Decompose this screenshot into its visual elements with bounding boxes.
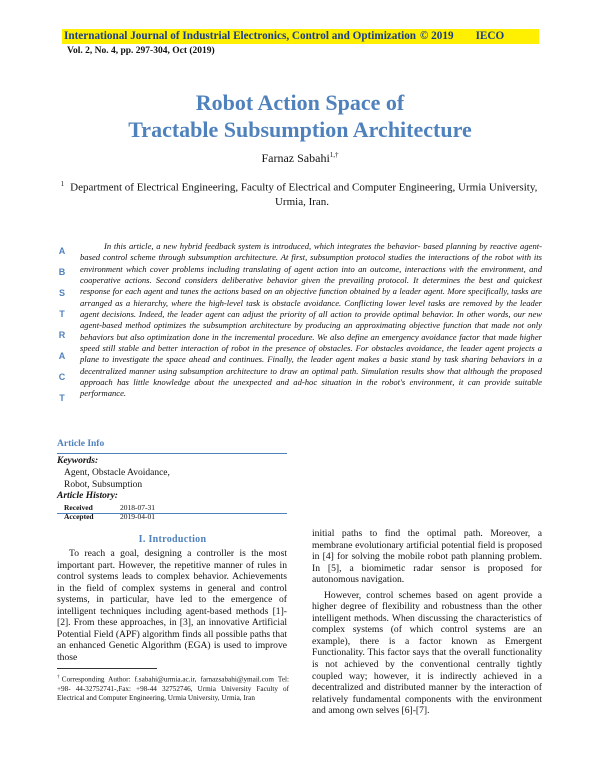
footnote — [57, 673, 289, 703]
journal-name: International Journal of Industrial Electronics, Control and Optimization — [64, 30, 417, 42]
abstract-letter: T — [59, 309, 65, 319]
author-name: Farnaz Sabahi — [261, 151, 330, 165]
article-info-title: Article Info — [57, 439, 105, 449]
keywords-line: Robot, Subsumption — [64, 480, 143, 490]
intro-left-column: To reach a goal, designing a controller is the most important part. However, the repetitive manner of rules in control systems leads to complex behavior. Achievements in the field of complex systems in general and control systems, in particular, have led to the emergence of intelligent techniques including agent-based methods [1]-[2]. From these approaches, in [3], an innovative Artificial Potential Field (APF) algorithm finds all possible paths that an enhanced Genetic Algorithm (EGA) is used to improve those — [57, 548, 287, 663]
abstract-side-label — [55, 246, 69, 414]
affiliation-text: Department of Electrical Engineering, Faculty of Electrical and Computer Engineering, Urmia University, Urmia, Iran. — [70, 181, 538, 208]
abstract-text: In this article, a new hybrid feedback system is introduced, which integrates the behavior- based planning by reactive agent-based control scheme through subsumption architecture. At first, subsumption protocol studies the interactions of the robot with its environment which cover problems including translating of agent action into an outcome, interactions with the environment, and cooperative actions. Second considers deliberative behavior given the prevailing protocol. It determines the best and quickest response for each agent and tunes the actions based on an objective function obtained by a leader agent. More specifically, tasks are arranged as a hierarchy, where the high-level task is obstacle avoidance. Conflicting lower level tasks are removed by the leader agent decisions. Indeed, the leader agent can adjust the priority of all action to provide optimal behavior. In other words, our new agent-based method optimizes the subsumption architecture by producing an approximating objective function that made not only behaviors but also optimization done in the incremental procedure. We also define an emergency avoidance factor that made higher speed still stable and better interaction of robot in the presence of obstacles. For obstacles avoidance, the leader agent projects a plane to investigate the space ahead and continues. Finally, the leader agent makes a basic stand by task sharing behaviors in a decentralized manner using subsumption architecture to draw an optimal path. Simulation results show that although the proposed approach has little knowledge about the unexpected and ad-hoc situation in the robot's environment, it can provide suitable performance. — [80, 241, 542, 399]
author-sup: 1,† — [329, 151, 339, 159]
affiliation-sup: 1 — [60, 180, 65, 188]
accepted-label: Accepted — [64, 512, 94, 521]
journal-header-bar — [62, 29, 539, 44]
intro-paragraph: However, control schemes based on agent provide a higher degree of flexibility and robustness than the other intelligent methods. When discussing the characteristics of complex systems (of which control systems are an example), there is a factor known as Emergent Functionality. This factor says that the overall functionality is not achieved by the conventional centrally tightly coupled way; however, it is indirectly achieved in a decentralized and distributed manner by the interaction of relatively fundamental components with the environment and among own selves [6]-[7]. — [312, 589, 542, 717]
article-info-divider — [57, 453, 287, 454]
received-label: Received — [64, 503, 93, 512]
article-info-divider — [57, 513, 287, 514]
abstract-letter: A — [58, 351, 66, 361]
volume-info: Vol. 2, No. 4, pp. 297-304, Oct (2019) — [67, 46, 215, 56]
intro-paragraph: initial paths to find the optimal path. Moreover, a membrane evolutionary artificial potential field is proposed in [4] for solving the mobile robot path planning problem. In [5], a biomimetic radar sensor is proposed for autonomous navigation. — [312, 528, 542, 586]
footnote-text: Corresponding Author: f.sabahi@urmia.ac.ir, farnazsabahi@ymail.com Tel: +98- 44-32752741-,Fax: +98-44 32752746, Urmia University Faculty of Electrical and Computer Engineering, Urmia University, Urmia, Iran — [57, 675, 289, 702]
keywords-label: Keywords: — [57, 456, 99, 466]
abstract-letter: T — [59, 393, 65, 403]
paper-title-line2: Tractable Subsumption Architecture — [128, 117, 472, 142]
journal-year: © 2019 — [420, 30, 454, 42]
intro-heading: I. Introduction — [138, 534, 207, 545]
footnote-sup: † — [57, 675, 62, 680]
history-label: Article History: — [57, 491, 118, 501]
abstract-letter: B — [58, 267, 66, 277]
received-row — [64, 503, 155, 512]
received-date: 2018-07-31 — [120, 503, 155, 512]
footnote-divider — [57, 668, 157, 669]
journal-abbr: IECO — [475, 30, 505, 42]
abstract-letter: R — [58, 330, 66, 340]
keywords-line: Agent, Obstacle Avoidance, — [64, 468, 170, 478]
author — [0, 151, 600, 166]
abstract-letter: A — [58, 246, 66, 256]
intro-right-column — [312, 528, 542, 717]
accepted-date: 2019-04-01 — [120, 512, 155, 521]
abstract-letter: C — [58, 372, 66, 382]
abstract-letter: S — [58, 288, 65, 298]
paper-title-line1: Robot Action Space of — [195, 90, 405, 115]
affiliation — [62, 177, 542, 209]
